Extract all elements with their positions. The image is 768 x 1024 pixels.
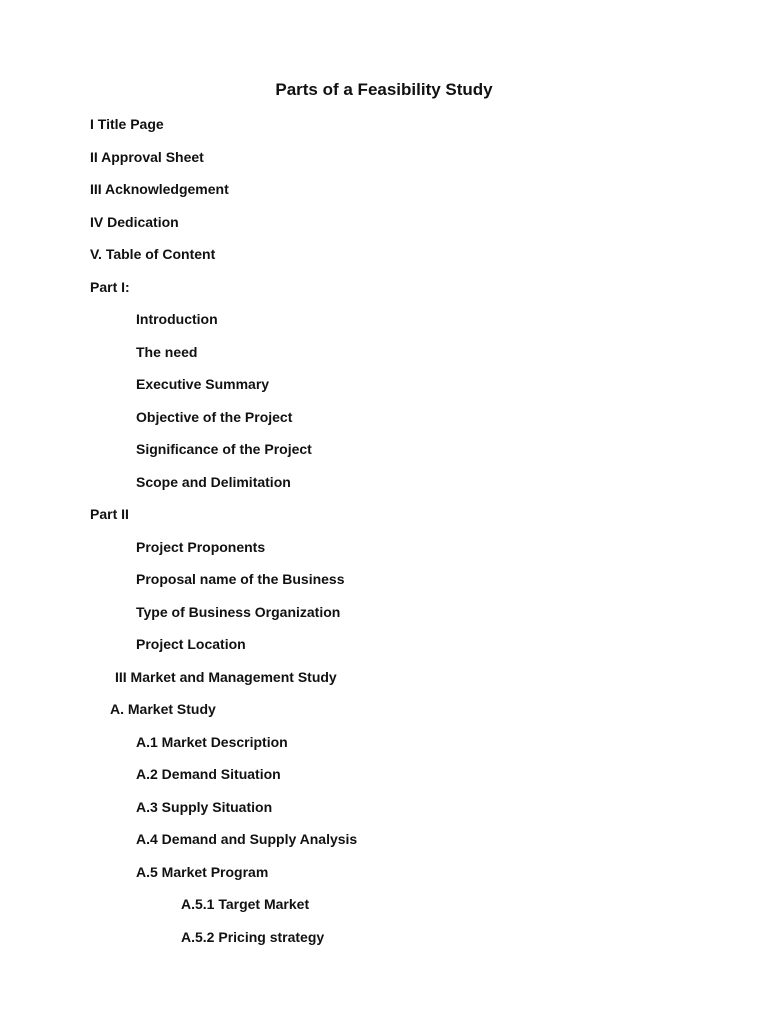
outline-item: II Approval Sheet [90,148,204,165]
document-title: Parts of a Feasibility Study [275,80,493,99]
outline-item: IV Dedication [90,213,179,230]
outline-item: A.4 Demand and Supply Analysis [136,831,358,847]
outline-item: Executive Summary [136,376,270,392]
outline-item: Part II [90,506,129,522]
outline-item: Type of Business Organization [136,603,341,620]
outline-item: A.1 Market Description [136,733,288,750]
outline-item: A.5.2 Pricing strategy [181,928,325,945]
outline-item: The need [136,343,198,360]
outline-item: III Market and Management Study [115,668,337,685]
outline-item: A. Market Study [110,701,216,717]
outline-item: Introduction [136,311,218,327]
outline-item: Objective of the Project [136,408,293,425]
outline-item: III Acknowledgement [90,181,229,197]
outline-item: I Title Page [90,116,164,132]
outline-item: V. Table of Content [90,246,216,262]
outline-item: Project Location [136,636,246,652]
outline-item: Part I: [90,278,130,295]
outline-item: Project Proponents [136,538,266,555]
outline-item: A.3 Supply Situation [136,798,273,815]
outline-item: A.5.1 Target Market [181,896,310,912]
outline-item: A.2 Demand Situation [136,766,281,782]
outline-item: A.5 Market Program [136,863,269,880]
outline-item: Significance of the Project [136,441,312,457]
outline-item: Proposal name of the Business [136,571,345,587]
outline-list [0,114,768,959]
outline-item: Scope and Delimitation [136,473,291,490]
